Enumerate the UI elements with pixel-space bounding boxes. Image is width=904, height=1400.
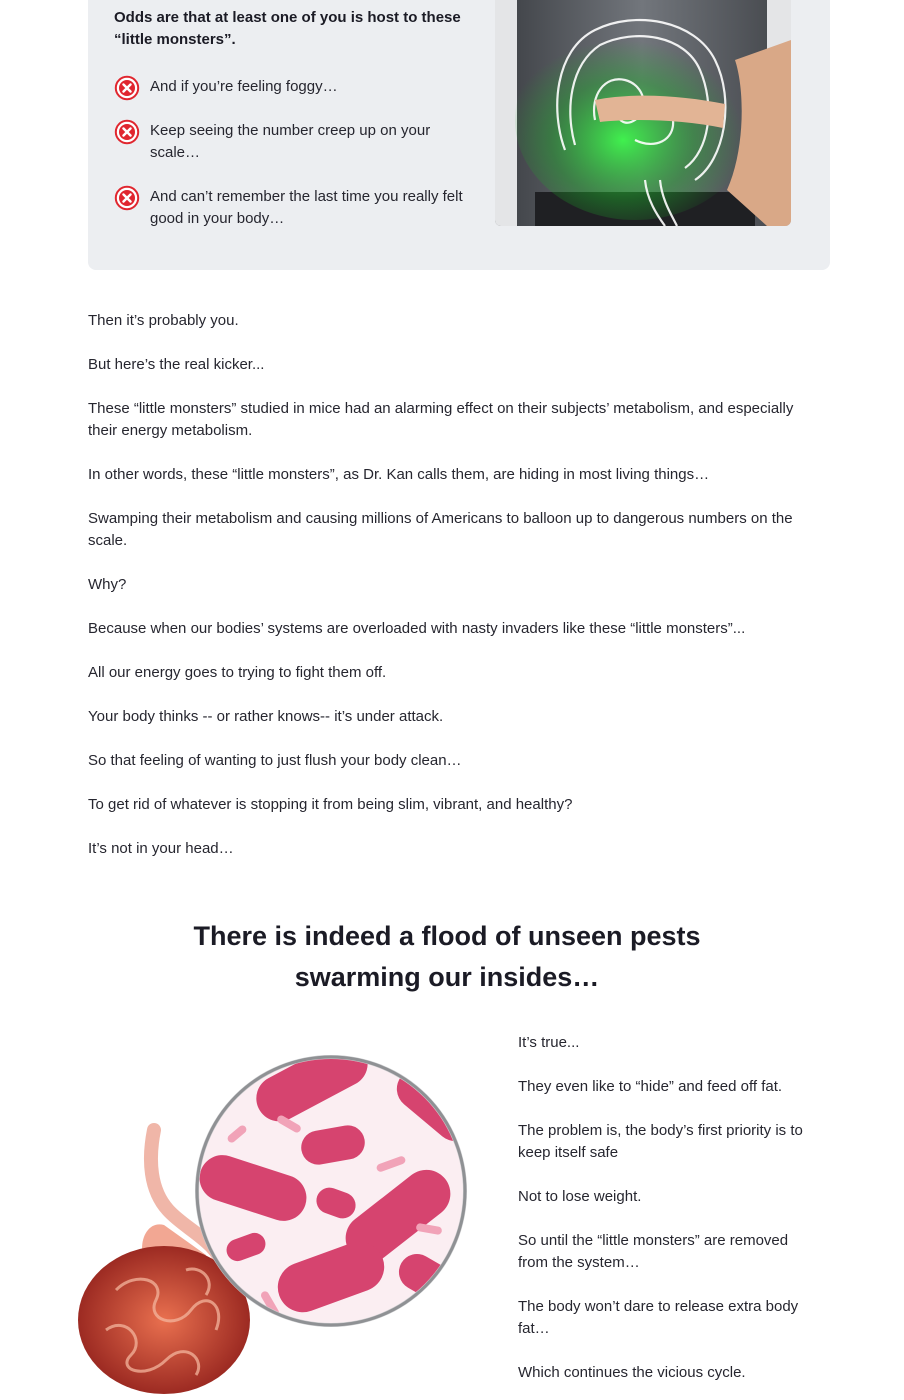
side-paragraph: They even like to “hide” and feed off fat. [518, 1078, 783, 1095]
gut-illustration-image [495, 0, 791, 226]
body-paragraph: It’s not in your head… [88, 840, 234, 857]
headline-line-2: swarming our insides… [294, 962, 600, 992]
body-paragraph: All our energy goes to trying to fight them off. [88, 664, 387, 681]
body-paragraph: Why? [88, 576, 127, 593]
body-paragraph: Your body thinks -- or rather knows-- it’s under attack. [88, 708, 444, 725]
headline-line-1: There is indeed a flood of unseen pests [193, 921, 701, 951]
side-paragraph: The problem is, the body’s first priority is to keep itself safe [518, 1122, 803, 1161]
body-paragraph: Swamping their metabolism and causing millions of Americans to balloon up to dangerous numbers on the scale. [88, 510, 793, 549]
x-circle-icon [114, 119, 140, 145]
symptom-text: And if you’re feeling foggy… [150, 78, 338, 95]
bacteria-magnifier-image [76, 1040, 481, 1400]
side-paragraph: Not to lose weight. [518, 1188, 642, 1205]
symptom-text: Keep seeing the number creep up on your scale… [150, 122, 431, 161]
body-paragraph: In other words, these “little monsters”, as Dr. Kan calls them, are hiding in most living things… [88, 466, 710, 483]
callout-intro: Odds are that at least one of you is host to these “little monsters”. [114, 9, 461, 48]
body-paragraph: To get rid of whatever is stopping it from being slim, vibrant, and healthy? [88, 796, 573, 813]
side-paragraph: It’s true... [518, 1034, 580, 1051]
body-paragraph: But here’s the real kicker... [88, 356, 265, 373]
symptom-text: And can’t remember the last time you really felt good in your body… [150, 188, 463, 227]
body-paragraph: Because when our bodies’ systems are overloaded with nasty invaders like these “little monsters”... [88, 620, 746, 637]
symptom-item [114, 76, 464, 101]
symptom-item [114, 186, 464, 230]
side-paragraph: So until the “little monsters” are removed from the system… [518, 1232, 789, 1271]
body-paragraph: Then it’s probably you. [88, 312, 239, 329]
side-paragraph: Which continues the vicious cycle. [518, 1364, 746, 1381]
section-headline [150, 916, 744, 998]
x-circle-icon [114, 185, 140, 211]
body-paragraph: So that feeling of wanting to just flush your body clean… [88, 752, 462, 769]
body-paragraph: These “little monsters” studied in mice had an alarming effect on their subjects’ metabolism, and especially their energy metabolism. [88, 400, 794, 439]
symptom-item [114, 120, 464, 164]
side-paragraph: The body won’t dare to release extra body fat… [518, 1298, 799, 1337]
x-circle-icon [114, 75, 140, 101]
